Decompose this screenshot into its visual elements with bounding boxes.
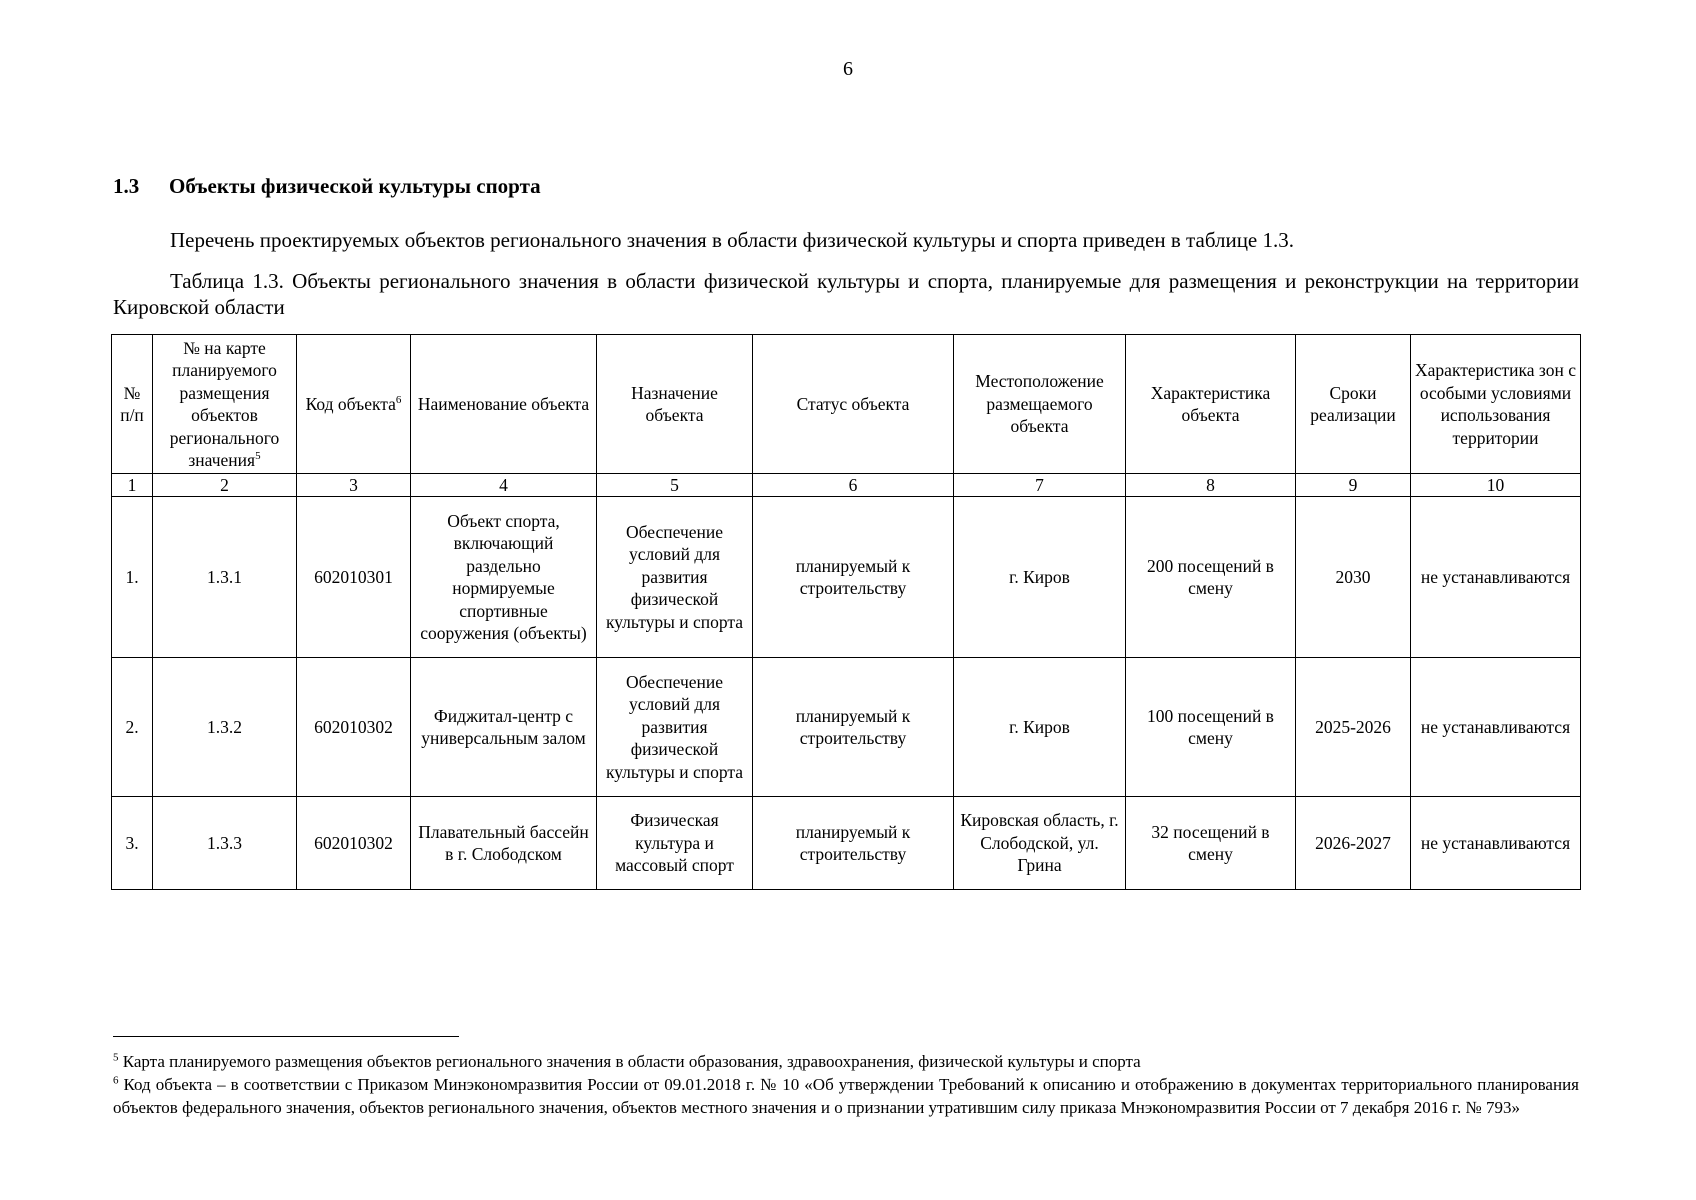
table-cell: 1. — [112, 497, 153, 658]
table-cell: планируемый к строительству — [753, 797, 954, 890]
table-cell: 2025-2026 — [1296, 658, 1411, 797]
table-cell: не устанавливаются — [1411, 658, 1581, 797]
footnote-text: Код объекта – в соответствии с Приказом Минэкономразвития России от 09.01.2018 г. № 10 «Об утверждении Требований к описанию и отображению в документах территориального планирования объектов федерального значения, объектов регионального значения, объектов местного значения и о признании утратившим силу приказа Мнэкономразвития России от 7 декабря 2016 г. № 793» — [113, 1075, 1579, 1117]
table-cell: 100 посещений в смену — [1126, 658, 1296, 797]
table-caption: Таблица 1.3. Объекты регионального значения в области физической культуры и спорта, планируемые для размещения и реконструкции на территории Кировской области — [113, 269, 1579, 319]
table-cell: 2. — [112, 658, 153, 797]
header-cell: Характеристика зон с особыми условиями использования территории — [1411, 335, 1581, 474]
column-number: 5 — [597, 474, 753, 497]
table-cell: 602010302 — [297, 658, 411, 797]
table-header-row — [112, 335, 1581, 474]
column-number: 3 — [297, 474, 411, 497]
header-cell: Характеристика объекта — [1126, 335, 1296, 474]
table-cell: 200 посещений в смену — [1126, 497, 1296, 658]
objects-table — [111, 334, 1581, 890]
footnote-mark: 5 — [113, 1051, 119, 1064]
header-cell: Статус объекта — [753, 335, 954, 474]
table-cell: 1.3.1 — [153, 497, 297, 658]
section-number: 1.3 — [113, 174, 140, 198]
footnote-separator — [113, 1036, 459, 1037]
table-cell: 2026-2027 — [1296, 797, 1411, 890]
table-cell: 3. — [112, 797, 153, 890]
section-title: Объекты физической культуры спорта — [169, 174, 541, 198]
table-row — [112, 497, 1581, 658]
header-cell: Назначение объекта — [597, 335, 753, 474]
header-cell: № п/п — [112, 335, 153, 474]
table-cell: г. Киров — [954, 658, 1126, 797]
header-cell: Код объекта$^6$ — [297, 335, 411, 474]
table-row — [112, 658, 1581, 797]
table-cell: Физическая культура и массовый спорт — [597, 797, 753, 890]
column-number: 6 — [753, 474, 954, 497]
column-number: 10 — [1411, 474, 1581, 497]
table-cell: г. Киров — [954, 497, 1126, 658]
header-cell: Сроки реализации — [1296, 335, 1411, 474]
table-row — [112, 797, 1581, 890]
footnotes — [113, 1050, 1579, 1119]
table-cell: не устанавливаются — [1411, 497, 1581, 658]
header-cell: № на карте планируемого размещения объектов регионального значения$^5$ — [153, 335, 297, 474]
table-cell: планируемый к строительству — [753, 497, 954, 658]
column-number: 1 — [112, 474, 153, 497]
table-cell: 602010301 — [297, 497, 411, 658]
table-cell: не устанавливаются — [1411, 797, 1581, 890]
intro-paragraph: Перечень проектируемых объектов регионального значения в области физической культуры и спорта приведен в таблице 1.3. — [170, 228, 1295, 252]
table-cell: Обеспечение условий для развития физической культуры и спорта — [597, 658, 753, 797]
table-cell: Плавательный бассейн в г. Слободском — [411, 797, 597, 890]
column-number: 4 — [411, 474, 597, 497]
footnote-ref: 6 — [395, 393, 402, 406]
column-number: 9 — [1296, 474, 1411, 497]
table-cell: 32 посещений в смену — [1126, 797, 1296, 890]
page-number: 6 — [843, 58, 853, 80]
table-cell: 2030 — [1296, 497, 1411, 658]
header-cell: Наименование объекта — [411, 335, 597, 474]
section-heading — [113, 174, 541, 199]
table-cell: Фиджитал-центр с универсальным залом — [411, 658, 597, 797]
table-cell: Объект спорта, включающий раздельно нормируемые спортивные сооружения (объекты) — [411, 497, 597, 658]
header-cell: Местоположение размещаемого объекта — [954, 335, 1126, 474]
column-number: 2 — [153, 474, 297, 497]
table-cell: 1.3.2 — [153, 658, 297, 797]
footnote — [113, 1073, 1579, 1119]
table-cell: планируемый к строительству — [753, 658, 954, 797]
table-cell: 602010302 — [297, 797, 411, 890]
table-cell: Обеспечение условий для развития физической культуры и спорта — [597, 497, 753, 658]
column-number: 7 — [954, 474, 1126, 497]
footnote — [113, 1050, 1579, 1073]
table-cell: 1.3.3 — [153, 797, 297, 890]
footnote-mark: 6 — [113, 1074, 119, 1087]
column-number-row — [112, 474, 1581, 497]
footnote-text: Карта планируемого размещения объектов регионального значения в области образования, здравоохранения, физической культуры и спорта — [118, 1052, 1141, 1071]
table-cell: Кировская область, г. Слободской, ул. Грина — [954, 797, 1126, 890]
column-number: 8 — [1126, 474, 1296, 497]
footnote-ref: 5 — [255, 450, 261, 463]
